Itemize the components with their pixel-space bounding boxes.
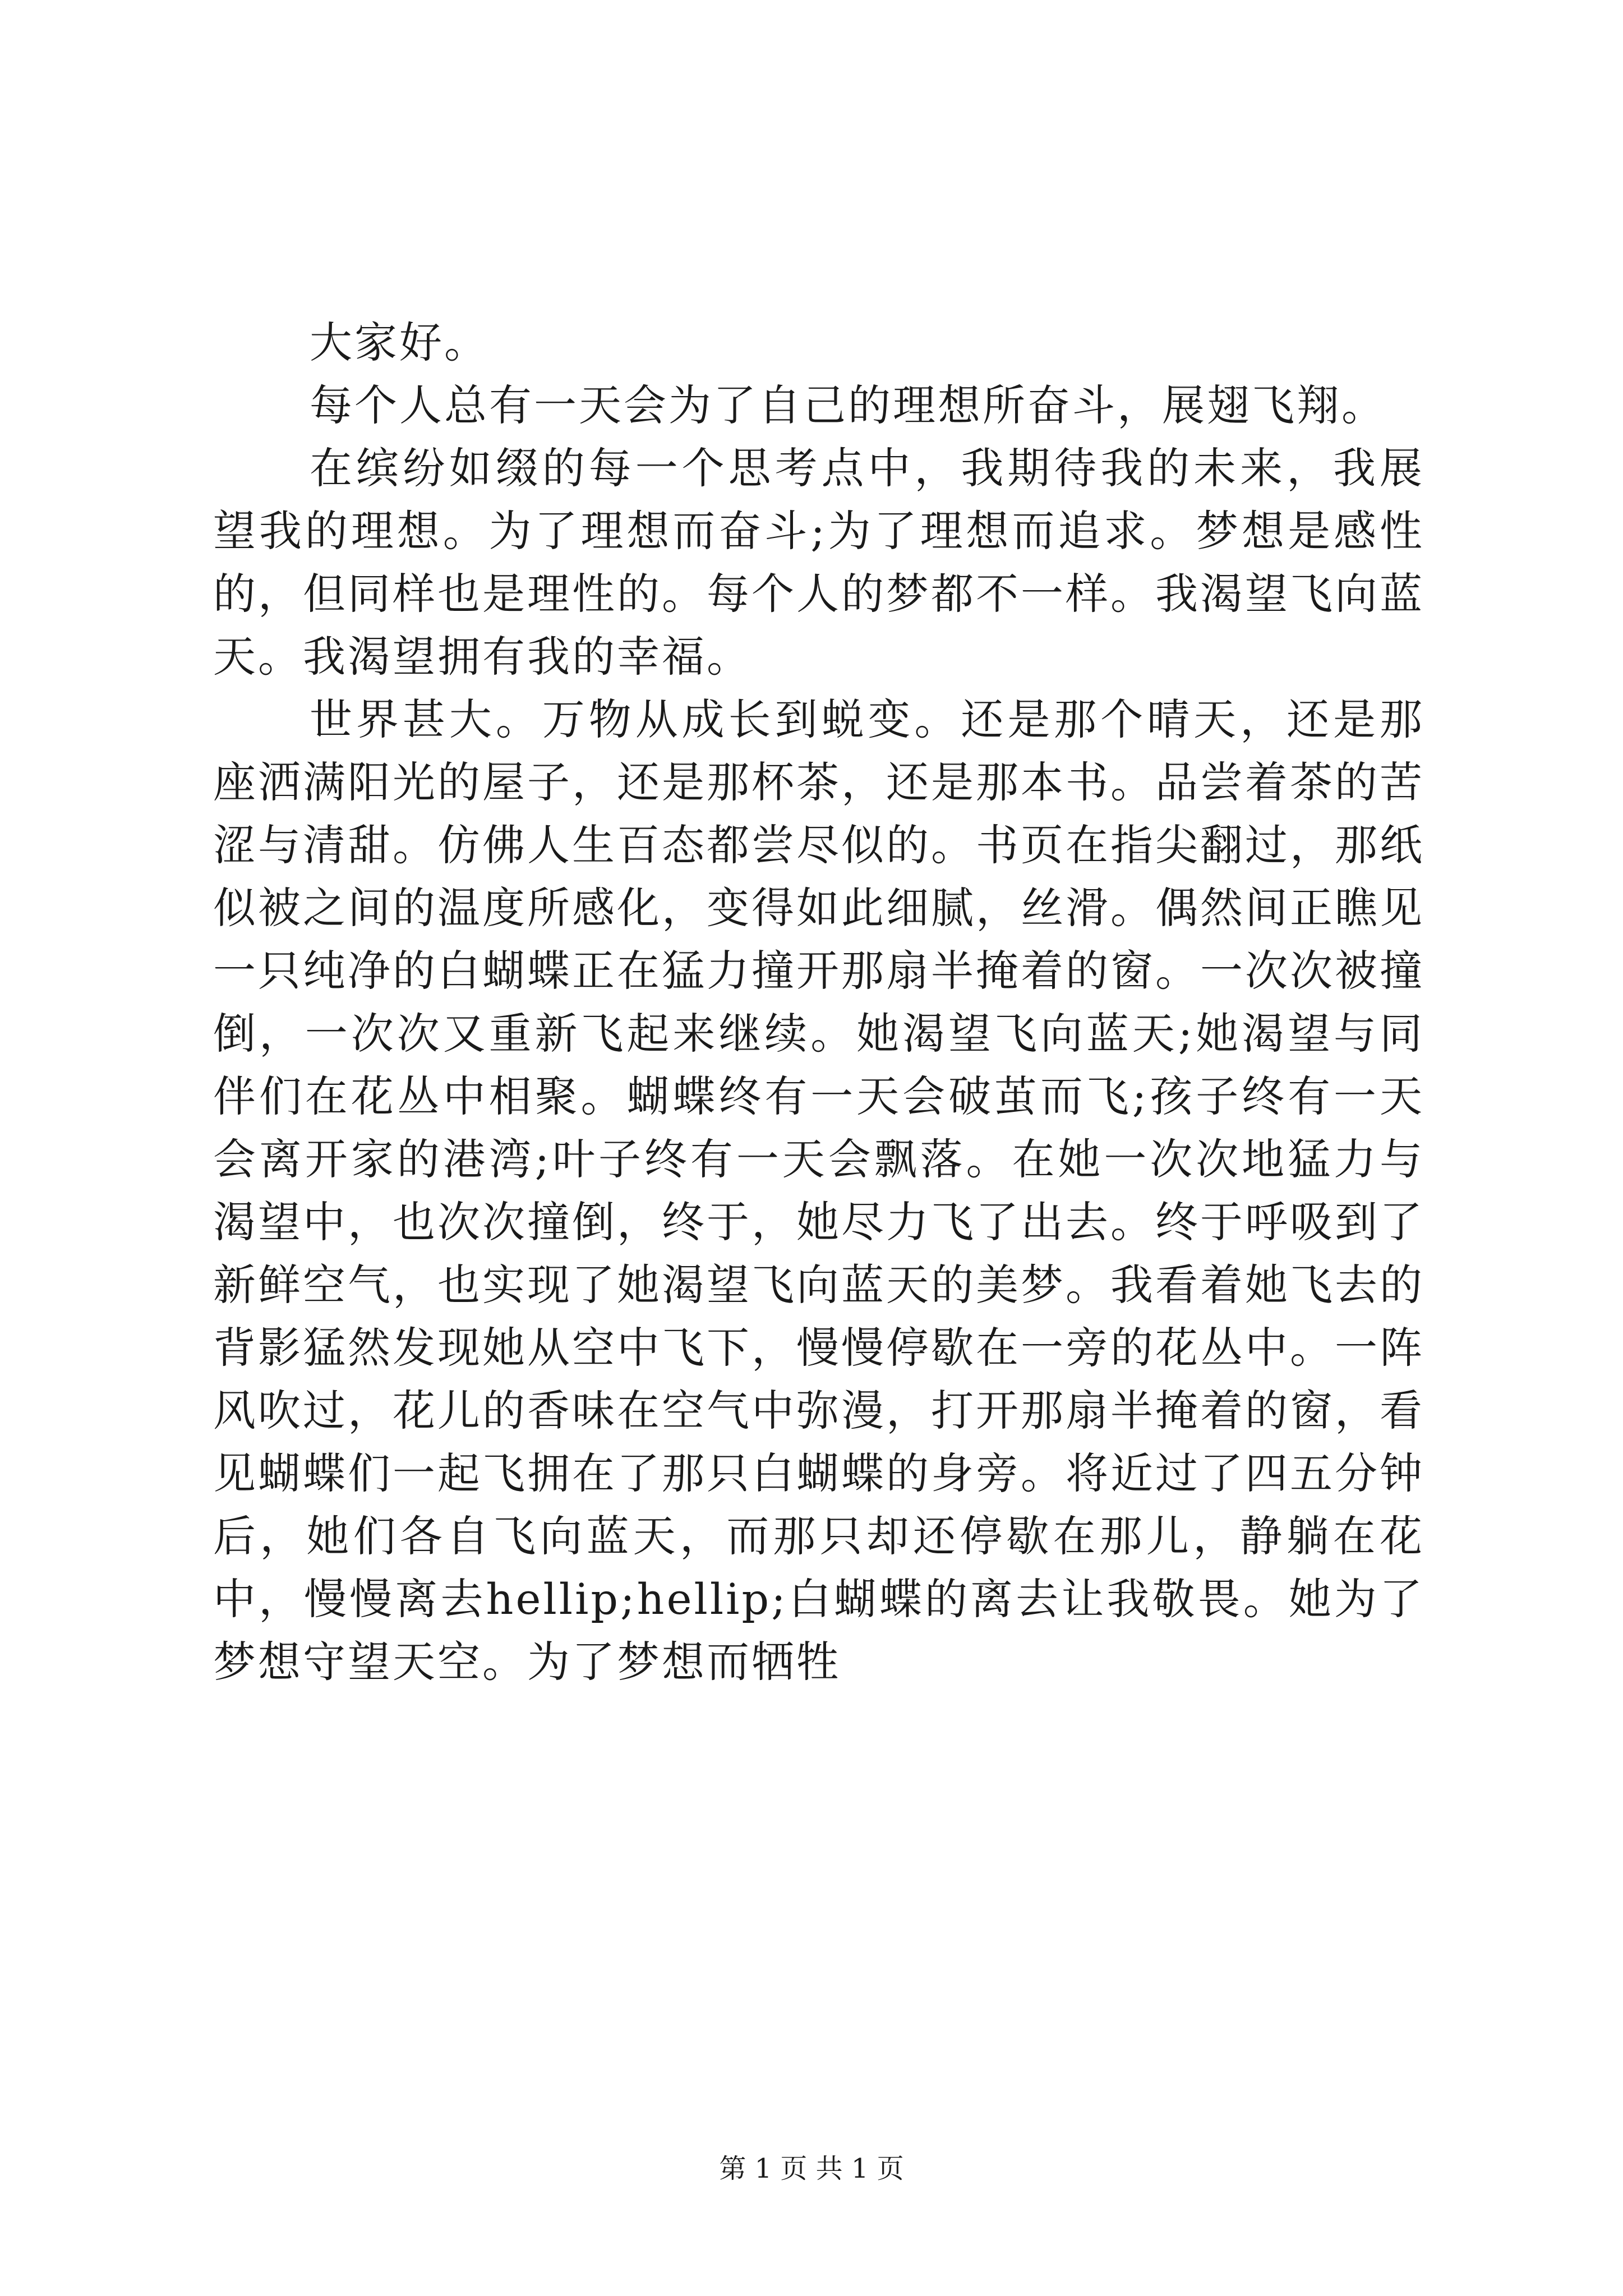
paragraph-butterfly-story: 世界甚大。万物从成长到蜕变。还是那个晴天，还是那座洒满阳光的屋子，还是那杯茶，还是那本书。品尝着茶的苦涩与清甜。仿佛人生百态都尝尽似的。书页在指尖翻过，那纸似被之间的温度所感化，变得如此细腻，丝滑。偶然间正瞧见一只纯净的白蝴蝶正在猛力撞开那扇半掩着的窗。一次次被撞倒，一次次又重新飞起来继续。她渴望飞向蓝天;她渴望与同伴们在花丛中相聚。蝴蝶终有一天会破茧而飞;孩子终有一天会离开家的港湾;叶子终有一天会飘落。在她一次次地猛力与渴望中，也次次撞倒，终于，她尽力飞了出去。终于呼吸到了新鲜空气，也实现了她渴望飞向蓝天的美梦。我看着她飞去的背影猛然发现她从空中飞下，慢慢停歇在一旁的花丛中。一阵风吹过，花儿的香味在空气中弥漫，打开那扇半掩着的窗，看见蝴蝶们一起飞拥在了那只白蝴蝶的身旁。将近过了四五分钟后，她们各自飞向蓝天，而那只却还停歇在那儿，静躺在花中，慢慢离去hellip;hellip;白蝴蝶的离去让我敬畏。她为了梦想守望天空。为了梦想而牺牲 (213, 694, 1424, 1687)
document-body (213, 311, 1424, 1694)
paragraph-greeting: 大家好。 (310, 318, 489, 367)
page-footer: 第 1 页 共 1 页 (719, 2153, 904, 2184)
paragraph-ideals: 在缤纷如缀的每一个思考点中，我期待我的未来，我展望我的理想。为了理想而奋斗;为了理想而追求。梦想是感性的，但同样也是理性的。每个人的梦都不一样。我渴望飞向蓝天。我渴望拥有我的幸福。 (213, 443, 1424, 682)
paragraph-intro: 每个人总有一天会为了自己的理想所奋斗，展翅飞翔。 (310, 380, 1386, 430)
